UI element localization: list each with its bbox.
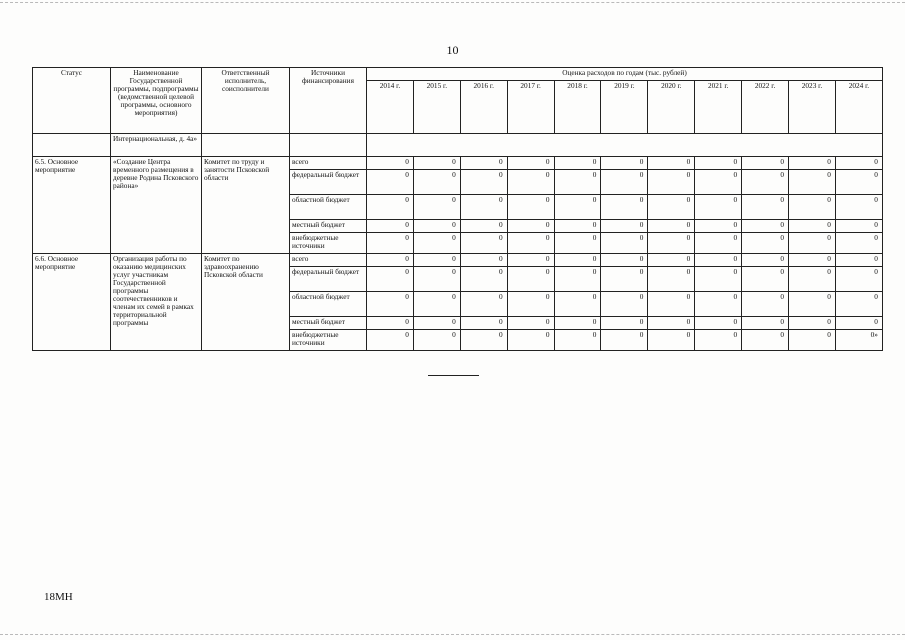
status-cell: 6.6. Основное мероприятие	[33, 254, 111, 351]
header-estimate: Оценка расходов по годам (тыс. рублей)	[367, 68, 883, 81]
value-cell: 0	[554, 233, 601, 254]
value-cell: 0	[835, 170, 882, 195]
measure-name-cell: Организация работы по оказанию медицинских услуг участникам Государственной программы соотечественников и членам их семей в рамках территориальной программы	[111, 254, 202, 351]
value-cell: 0	[554, 195, 601, 220]
value-cell: 0	[789, 233, 836, 254]
value-cell: 0	[695, 254, 742, 267]
value-cell: 0	[413, 170, 460, 195]
value-cell: 0	[648, 220, 695, 233]
value-cell: 0	[554, 292, 601, 317]
value-cell: 0	[367, 157, 414, 170]
value-cell: 0	[601, 233, 648, 254]
value-cell: 0	[695, 267, 742, 292]
value-cell: 0	[789, 220, 836, 233]
value-cell: 0	[413, 292, 460, 317]
value-cell: 0	[648, 330, 695, 351]
value-cell: 0	[460, 267, 507, 292]
value-cell: 0	[742, 330, 789, 351]
value-cell: 0	[554, 330, 601, 351]
value-cell: 0	[460, 170, 507, 195]
value-cell: 0	[648, 317, 695, 330]
continuation-status-cell	[33, 134, 111, 157]
end-rule	[428, 375, 479, 376]
value-cell: 0	[695, 233, 742, 254]
value-cell: 0	[507, 317, 554, 330]
value-cell: 0	[554, 220, 601, 233]
table-row	[33, 157, 883, 170]
value-cell: 0	[367, 254, 414, 267]
year-header: 2019 г.	[601, 81, 648, 134]
funding-source-cell: внебюджетные источники	[290, 330, 367, 351]
value-cell: 0	[413, 195, 460, 220]
value-cell: 0	[367, 267, 414, 292]
value-cell: 0	[695, 330, 742, 351]
value-cell: 0	[695, 195, 742, 220]
value-cell: 0	[413, 317, 460, 330]
value-cell: 0	[554, 170, 601, 195]
value-cell: 0	[601, 157, 648, 170]
value-cell: 0	[835, 254, 882, 267]
value-cell: 0	[367, 292, 414, 317]
value-cell: 0	[460, 233, 507, 254]
year-header: 2023 г.	[789, 81, 836, 134]
continuation-row	[33, 134, 883, 157]
value-cell: 0	[789, 330, 836, 351]
value-cell: 0	[835, 267, 882, 292]
value-cell: 0	[367, 233, 414, 254]
value-cell: 0	[648, 267, 695, 292]
header-name: Наименование Государственной программы, подпрограммы (ведомственной целевой программы, основного мероприятия)	[111, 68, 202, 134]
continuation-values-cell	[367, 134, 883, 157]
value-cell: 0	[695, 170, 742, 195]
value-cell: 0	[601, 254, 648, 267]
value-cell: 0	[648, 292, 695, 317]
value-cell: 0	[413, 233, 460, 254]
value-cell: 0	[367, 195, 414, 220]
value-cell: 0	[367, 170, 414, 195]
value-cell: 0	[460, 292, 507, 317]
value-cell: 0	[648, 195, 695, 220]
value-cell: 0	[742, 170, 789, 195]
value-cell: 0	[554, 317, 601, 330]
value-cell: 0	[460, 330, 507, 351]
funding-source-cell: областной бюджет	[290, 292, 367, 317]
value-cell: 0	[601, 220, 648, 233]
value-cell: 0	[742, 220, 789, 233]
funding-source-cell: всего	[290, 157, 367, 170]
value-cell: 0	[835, 220, 882, 233]
value-cell: 0	[648, 157, 695, 170]
value-cell: 0	[742, 233, 789, 254]
value-cell: 0	[742, 292, 789, 317]
value-cell: 0	[367, 330, 414, 351]
value-cell: 0	[554, 254, 601, 267]
value-cell: 0	[413, 220, 460, 233]
footer-code: 18МН	[44, 591, 73, 603]
expense-table	[32, 67, 883, 351]
value-cell: 0	[835, 157, 882, 170]
responsible-cell: Комитет по труду и занятости Псковской области	[202, 157, 290, 254]
value-cell: 0	[367, 220, 414, 233]
funding-source-cell: местный бюджет	[290, 317, 367, 330]
year-header: 2018 г.	[554, 81, 601, 134]
value-cell: 0	[507, 330, 554, 351]
funding-source-cell: федеральный бюджет	[290, 267, 367, 292]
value-cell: 0	[507, 233, 554, 254]
value-cell: 0	[507, 292, 554, 317]
value-cell: 0	[507, 157, 554, 170]
value-cell: 0	[789, 317, 836, 330]
value-cell: 0	[648, 170, 695, 195]
value-cell: 0	[742, 254, 789, 267]
value-cell: 0	[601, 195, 648, 220]
continuation-source-cell	[290, 134, 367, 157]
value-cell: 0	[789, 292, 836, 317]
value-cell: 0	[601, 330, 648, 351]
value-cell: 0	[601, 292, 648, 317]
continuation-responsible-cell	[202, 134, 290, 157]
year-header: 2016 г.	[460, 81, 507, 134]
value-cell: 0	[413, 254, 460, 267]
year-header: 2022 г.	[742, 81, 789, 134]
value-cell: 0	[507, 267, 554, 292]
value-cell: 0	[507, 170, 554, 195]
value-cell: 0	[835, 292, 882, 317]
funding-source-cell: областной бюджет	[290, 195, 367, 220]
value-cell: 0	[413, 157, 460, 170]
header-sources: Источники финансирования	[290, 68, 367, 134]
responsible-cell: Комитет по здравоохранению Псковской области	[202, 254, 290, 351]
funding-source-cell: местный бюджет	[290, 220, 367, 233]
value-cell: 0	[835, 233, 882, 254]
value-cell: 0	[460, 195, 507, 220]
funding-source-cell: всего	[290, 254, 367, 267]
value-cell: 0	[460, 254, 507, 267]
value-cell: 0	[460, 220, 507, 233]
value-cell: 0	[835, 195, 882, 220]
value-cell: 0»	[835, 330, 882, 351]
value-cell: 0	[460, 157, 507, 170]
value-cell: 0	[601, 267, 648, 292]
scan-edge-bottom	[0, 634, 905, 635]
value-cell: 0	[367, 317, 414, 330]
value-cell: 0	[601, 170, 648, 195]
measure-name-cell: «Создание Центра временного размещения в деревне Родина Псковского района»	[111, 157, 202, 254]
value-cell: 0	[648, 254, 695, 267]
value-cell: 0	[789, 267, 836, 292]
value-cell: 0	[742, 157, 789, 170]
value-cell: 0	[742, 267, 789, 292]
value-cell: 0	[507, 195, 554, 220]
value-cell: 0	[742, 317, 789, 330]
year-header: 2017 г.	[507, 81, 554, 134]
value-cell: 0	[742, 195, 789, 220]
value-cell: 0	[695, 157, 742, 170]
year-header: 2021 г.	[695, 81, 742, 134]
value-cell: 0	[789, 170, 836, 195]
funding-source-cell: внебюджетные источники	[290, 233, 367, 254]
status-cell: 6.5. Основное мероприятие	[33, 157, 111, 254]
value-cell: 0	[695, 292, 742, 317]
value-cell: 0	[601, 317, 648, 330]
value-cell: 0	[460, 317, 507, 330]
value-cell: 0	[835, 317, 882, 330]
header-responsible: Ответственный исполнитель, соисполнители	[202, 68, 290, 134]
value-cell: 0	[789, 254, 836, 267]
table-row	[33, 254, 883, 267]
table-body	[33, 134, 883, 351]
page-number: 10	[446, 43, 459, 57]
value-cell: 0	[648, 233, 695, 254]
value-cell: 0	[554, 267, 601, 292]
year-header: 2014 г.	[367, 81, 414, 134]
year-header: 2024 г.	[835, 81, 882, 134]
continuation-text: Интернациональная, д. 4а»	[111, 134, 202, 157]
value-cell: 0	[695, 317, 742, 330]
value-cell: 0	[554, 157, 601, 170]
header-status: Статус	[33, 68, 111, 134]
funding-source-cell: федеральный бюджет	[290, 170, 367, 195]
value-cell: 0	[413, 267, 460, 292]
value-cell: 0	[789, 157, 836, 170]
value-cell: 0	[789, 195, 836, 220]
value-cell: 0	[507, 254, 554, 267]
value-cell: 0	[507, 220, 554, 233]
year-header: 2015 г.	[413, 81, 460, 134]
value-cell: 0	[413, 330, 460, 351]
scan-edge-top	[0, 2, 905, 3]
value-cell: 0	[695, 220, 742, 233]
year-header: 2020 г.	[648, 81, 695, 134]
